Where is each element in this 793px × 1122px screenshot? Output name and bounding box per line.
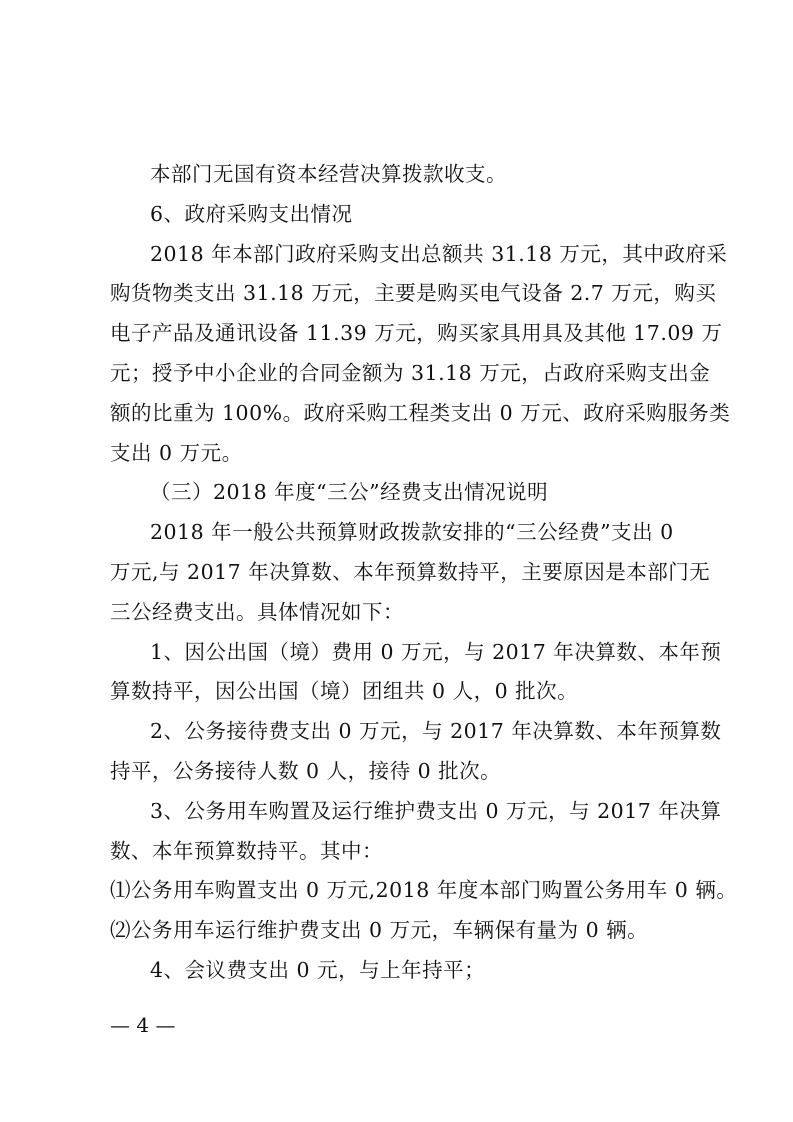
text-line-8: 支出 0 万元。 <box>110 441 243 465</box>
text-line-19: ⑴公务用车购置支出 0 万元,2018 年度本部门购置公务用车 0 辆。 <box>110 878 738 902</box>
text-line-20: ⑵公务用车运行维护费支出 0 万元，车辆保有量为 0 辆。 <box>110 918 649 942</box>
text-line-5: 电子产品及通讯设备 11.39 万元，购买家具用具及其他 17.09 万 <box>110 321 723 345</box>
text-line-6: 元；授予中小企业的合同金额为 31.18 万元，占政府采购支出金 <box>110 361 711 385</box>
text-line-16: 持平，公务接待人数 0 人，接待 0 批次。 <box>110 759 502 783</box>
section-heading-three-public: （三）2018 年度“三公”经费支出情况说明 <box>150 480 549 504</box>
text-line-11: 万元,与 2017 年决算数、本年预算数持平，主要原因是本部门无 <box>110 560 711 584</box>
page-number: — 4 — <box>110 1013 176 1037</box>
text-line-21: 4、会议费支出 0 元，与上年持平； <box>150 958 486 982</box>
text-line-15: 2、公务接待费支出 0 万元，与 2017 年决算数、本年预算数 <box>150 719 722 743</box>
text-line-14: 算数持平，因公出国（境）团组共 0 人，0 批次。 <box>110 679 579 703</box>
section-heading-procurement: 6、政府采购支出情况 <box>150 202 353 226</box>
text-line-7: 额的比重为 100%。政府采购工程类支出 0 万元、政府采购服务类 <box>110 401 731 425</box>
text-line-4: 购货物类支出 31.18 万元，主要是购买电气设备 2.7 万元，购买 <box>110 281 717 305</box>
text-line-1: 本部门无国有资本经营决算拨款收支。 <box>150 162 507 186</box>
text-line-12: 三公经费支出。具体情况如下： <box>110 600 404 624</box>
text-line-17: 3、公务用车购置及运行维护费支出 0 万元，与 2017 年决算 <box>150 799 722 823</box>
text-line-3: 2018 年本部门政府采购支出总额共 31.18 万元，其中政府采 <box>150 242 728 266</box>
text-line-13: 1、因公出国（境）费用 0 万元，与 2017 年决算数、本年预 <box>150 640 722 664</box>
text-line-18: 数、本年预算数持平。其中： <box>110 839 383 863</box>
text-line-10: 2018 年一般公共预算财政拨款安排的“三公经费”支出 0 <box>150 520 674 544</box>
